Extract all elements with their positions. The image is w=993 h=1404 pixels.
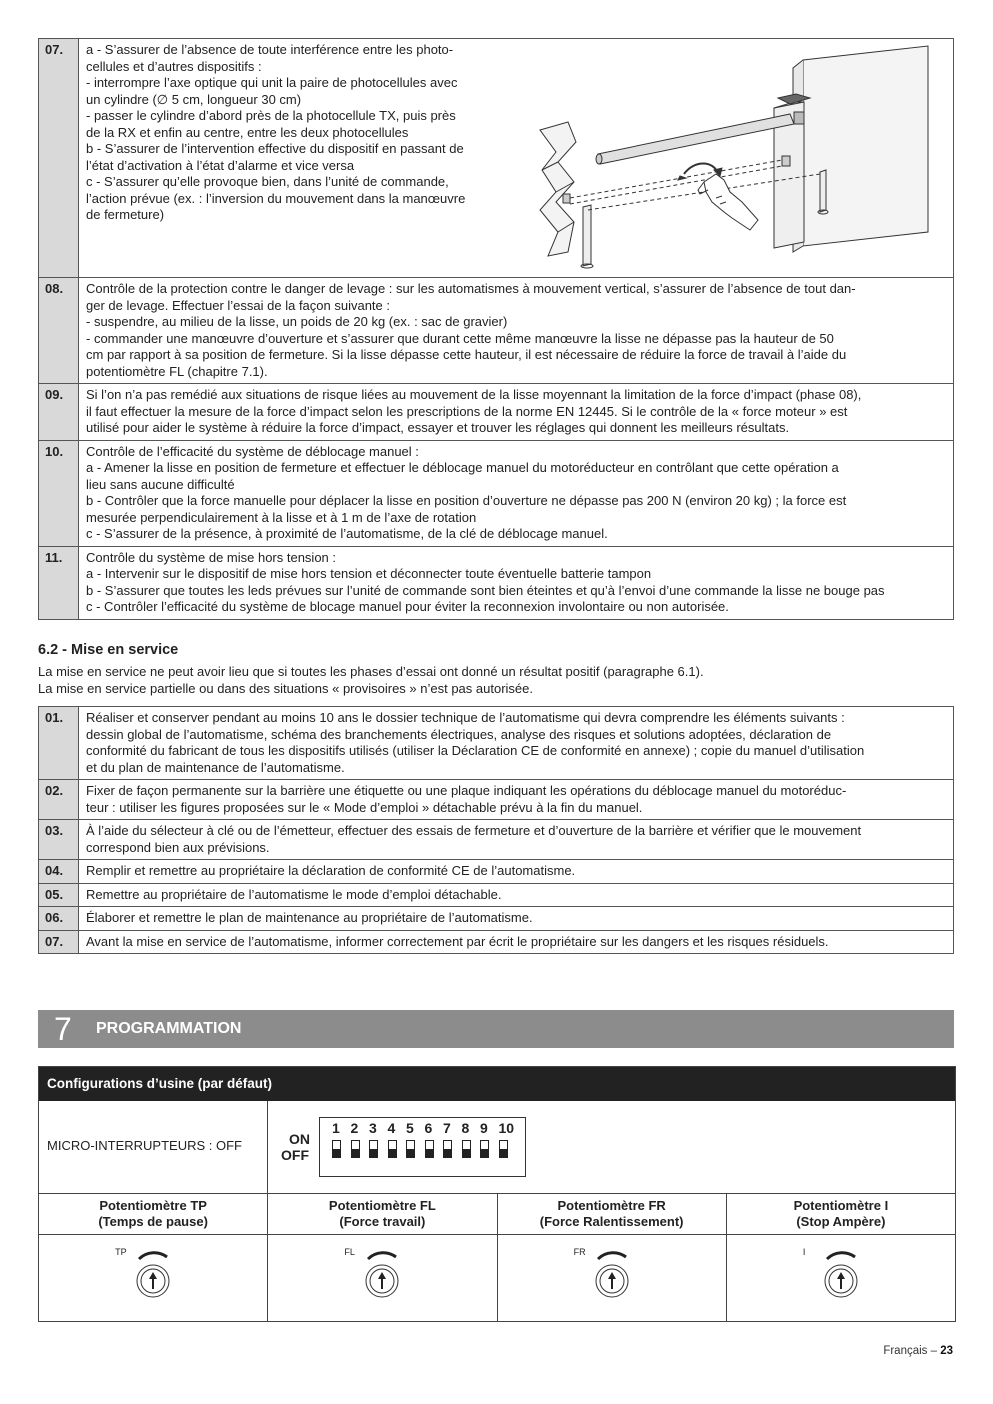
section-6-2-title: 6.2 - Mise en service [38, 642, 179, 658]
pot-subtitle: (Force Ralentissement) [539, 1214, 684, 1229]
step-number: 05. [39, 883, 79, 907]
potentiometer-icons [39, 1235, 955, 1321]
dip-switch [369, 1140, 378, 1158]
section-7-header [38, 1010, 954, 1048]
text-line: Réaliser et conserver pendant au moins 10 ans le dossier technique de l’automatisme qui devra comprendre les éléments suivants : [86, 710, 845, 725]
text-line: conformité du fabricant de tous les dispositifs utilisés (utiliser la Déclaration CE de conformité en annexe) ; copie du manuel d’utilisation [86, 743, 865, 758]
step-number: 08. [39, 278, 79, 384]
pot-title: Potentiomètre TP [99, 1198, 207, 1213]
text-line: À l’aide du sélecteur à clé ou de l’émetteur, effectuer des essais de fermeture et d’ouverture de la barrière et vérifier que le mouvement [86, 823, 862, 838]
table-row [39, 930, 954, 954]
text-line: Contrôle du système de mise hors tension : [86, 549, 337, 565]
text-line: a - S’assurer de l’absence de toute interférence entre les photo- [86, 42, 454, 57]
text-line: - interrompre l’axe optique qui unit la paire de photocellules avec [86, 75, 458, 90]
step-number: 03. [39, 820, 79, 860]
pot-subtitle: (Temps de pause) [98, 1214, 208, 1229]
pot-subtitle: (Stop Ampère) [796, 1214, 886, 1229]
table-row [39, 440, 954, 546]
potentiometer-icon [352, 1243, 412, 1303]
step-text [79, 707, 954, 780]
pot-title: Potentiomètre I [793, 1198, 889, 1213]
pot-title-cell [497, 1194, 726, 1234]
pot-icon-cell [267, 1235, 496, 1321]
potentiometer-icon [582, 1243, 642, 1303]
text-line: mesurée perpendiculairement à la lisse et à 1 m de l’axe de rotation [86, 509, 477, 525]
text-line: - suspendre, au milieu de la lisse, un poids de 20 kg (ex. : sac de gravier) [86, 314, 508, 329]
text-line: c - S’assurer qu’elle provoque bien, dans l’unité de commande, [86, 174, 449, 189]
dip-switch [332, 1140, 341, 1158]
dip-number: 8 [461, 1120, 470, 1136]
text-line: teur : utiliser les figures proposées sur le « Mode d’emploi » détachable prévu à la fin du manuel. [86, 799, 643, 815]
table-row [39, 883, 954, 907]
text-line: c - Contrôler l’efficacité du système de blocage manuel pour éviter la reconnexion involontaire ou non autorisée. [86, 599, 729, 614]
step-text [79, 384, 954, 441]
text-line: l’action prévue (ex. : l’inversion du mouvement dans la manœuvre [86, 190, 466, 206]
step-text [79, 930, 954, 954]
section-title: PROGRAMMATION [96, 1020, 242, 1037]
off-label: OFF [281, 1147, 309, 1163]
text-line: un cylindre (∅ 5 cm, longueur 30 cm) [86, 91, 302, 107]
text-line: b - S’assurer que toutes les leds prévues sur l’unité de commande sont bien éteintes et qu’à l’envoi d’une commande la lisse ne bouge pas [86, 582, 885, 598]
text-line: lieu sans aucune difficulté [86, 476, 235, 492]
table-row [39, 384, 954, 441]
dip-label: MICRO-INTERRUPTEURS : OFF [47, 1138, 242, 1153]
table-row [39, 707, 954, 780]
step-text [79, 546, 954, 619]
potentiometer-titles [39, 1194, 955, 1235]
potentiometer-icon [811, 1243, 871, 1303]
text-line: Avant la mise en service de l’automatisme, informer correctement par écrit le propriétaire sur les dangers et les risques résiduels. [86, 933, 829, 949]
dip-switch [499, 1140, 508, 1158]
text-line: et du plan de maintenance de l’automatisme. [86, 759, 345, 775]
step-number: 11. [39, 546, 79, 619]
text-line: l’état d’activation à l’état d’alarme et vice versa [86, 157, 355, 173]
intro-line: La mise en service partielle ou dans des situations « provisoires » n’est pas autorisée. [38, 680, 533, 696]
commissioning-table [38, 706, 954, 954]
pot-icon-cell [39, 1235, 267, 1321]
step-number: 01. [39, 707, 79, 780]
text-line: utilisé pour aider le système à réduire la force d’impact, essayer et trouver les réglages qui donnent les meilleurs résultats. [86, 420, 790, 435]
pot-icon-cell [726, 1235, 955, 1321]
section-number: 7 [54, 1011, 72, 1047]
table-row [39, 780, 954, 820]
text-line: b - Contrôler que la force manuelle pour déplacer la lisse en position d’ouverture ne dépasse pas 200 N (environ 20 kg) ; la force est [86, 493, 847, 508]
table-row [39, 278, 954, 384]
text-line: c - S’assurer de la présence, à proximité de l’automatisme, de la clé de déblocage manuel. [86, 526, 608, 541]
dip-switch [406, 1140, 415, 1158]
config-header: Configurations d’usine (par défaut) [39, 1067, 955, 1101]
pot-tag: FR [573, 1247, 586, 1257]
dip-number: 5 [406, 1120, 414, 1136]
dip-number: 2 [350, 1120, 359, 1136]
step-number: 04. [39, 860, 79, 884]
step-number: 09. [39, 384, 79, 441]
step-text [79, 780, 954, 820]
table-row [39, 907, 954, 931]
dip-switch-block [319, 1117, 526, 1177]
dip-switch [462, 1140, 471, 1158]
on-label: ON [289, 1131, 310, 1147]
text-line: Fixer de façon permanente sur la barrière une étiquette ou une plaque indiquant les opérations du déblocage manuel du motoréduc- [86, 783, 847, 798]
text-line: il faut effectuer la mesure de la force d’impact selon les prescriptions de la norme EN 12445. Si le contrôle de la « force moteur » est [86, 403, 848, 419]
text-line: Contrôle de l’efficacité du système de déblocage manuel : [86, 443, 419, 459]
pot-icon-cell [497, 1235, 726, 1321]
dip-number: 1 [332, 1120, 340, 1136]
footer-language: Français – [883, 1345, 941, 1357]
text-line: ger de levage. Effectuer l’essai de la façon suivante : [86, 297, 391, 313]
text-line: Contrôle de la protection contre le danger de levage : sur les automatismes à mouvement vertical, s’assurer de l’absence de tout dan- [86, 281, 856, 296]
text-line: - commander une manœuvre d’ouverture et s’assurer que durant cette même manœuvre la lisse ne dépasse pas la hauteur de 50 [86, 330, 834, 346]
dip-number: 10 [498, 1120, 515, 1136]
step-text [79, 883, 954, 907]
pot-subtitle: (Force travail) [339, 1214, 426, 1229]
pot-title-cell [39, 1194, 267, 1234]
dip-row [39, 1101, 955, 1194]
dip-switch [351, 1140, 360, 1158]
dip-number: 9 [480, 1120, 488, 1136]
step-number: 07. [39, 39, 79, 278]
table-row [39, 860, 954, 884]
table-row [39, 820, 954, 860]
text-line: a - Amener la lisse en position de fermeture et effectuer le déblocage manuel du motoréducteur en contrôlant que cette opération a [86, 460, 839, 475]
text-line: cellules et d’autres dispositifs : [86, 58, 262, 74]
page-footer [883, 1345, 953, 1357]
dip-switch [480, 1140, 489, 1158]
text-line: correspond bien aux prévisions. [86, 839, 270, 855]
text-line: Remettre au propriétaire de l’automatisme le mode d’emploi détachable. [86, 886, 502, 902]
text-line: Remplir et remettre au propriétaire la déclaration de conformité CE de l’automatisme. [86, 863, 576, 878]
dip-number: 7 [443, 1120, 451, 1136]
barrier-photocell-illustration [528, 42, 948, 272]
potentiometer-icon [123, 1243, 183, 1303]
intro-line: La mise en service ne peut avoir lieu que si toutes les phases d’essai ont donné un résultat positif (paragraphe 6.1). [38, 664, 704, 679]
pot-tag: FL [344, 1247, 355, 1257]
step-number: 06. [39, 907, 79, 931]
pot-title-cell [726, 1194, 955, 1234]
text-line: a - Intervenir sur le dispositif de mise hors tension et déconnecter toute éventuelle batterie tampon [86, 566, 652, 581]
text-line: - passer le cylindre d’abord près de la photocellule TX, puis près [86, 108, 456, 123]
page-number: 23 [940, 1345, 953, 1357]
text-line: cm par rapport à sa position de fermeture. Si la lisse dépasse cette hauteur, il est nécessaire de réduire la force de travail à l’aide du [86, 347, 847, 362]
pot-title-cell [267, 1194, 496, 1234]
dip-switch [425, 1140, 434, 1158]
text-line: de fermeture) [86, 207, 165, 222]
text-line: b - S’assurer de l’intervention effective du dispositif en passant de [86, 141, 464, 156]
pot-tag: I [802, 1247, 806, 1257]
pot-title: Potentiomètre FR [557, 1198, 666, 1213]
step-text [79, 860, 954, 884]
text-line: dessin global de l’automatisme, schéma des branchements électriques, analyse des risques et solutions adoptées, déclaration de [86, 726, 832, 742]
section-6-2-intro [38, 664, 704, 697]
step-number: 07. [39, 930, 79, 954]
dip-number: 6 [424, 1120, 433, 1136]
text-line: Si l’on n’a pas remédié aux situations de risque liées au mouvement de la lisse moyennant la limitation de la force d’impact (phase 08), [86, 387, 862, 402]
factory-config-table [38, 1066, 956, 1322]
dip-switch [388, 1140, 397, 1158]
pot-title: Potentiomètre FL [328, 1198, 436, 1213]
step-text [79, 440, 954, 546]
pot-tag: TP [115, 1247, 127, 1257]
dip-number: 4 [387, 1120, 396, 1136]
step-text [79, 907, 954, 931]
text-line: potentiomètre FL (chapitre 7.1). [86, 363, 268, 379]
text-line: de la RX et enfin au centre, entre les deux photocellules [86, 124, 409, 140]
step-number: 02. [39, 780, 79, 820]
dip-number: 3 [369, 1120, 377, 1136]
text-line: Élaborer et remettre le plan de maintenance au propriétaire de l’automatisme. [86, 910, 533, 925]
dip-switch [443, 1140, 452, 1158]
step-number: 10. [39, 440, 79, 546]
step-text [79, 820, 954, 860]
table-row [39, 546, 954, 619]
step-text [79, 278, 954, 384]
